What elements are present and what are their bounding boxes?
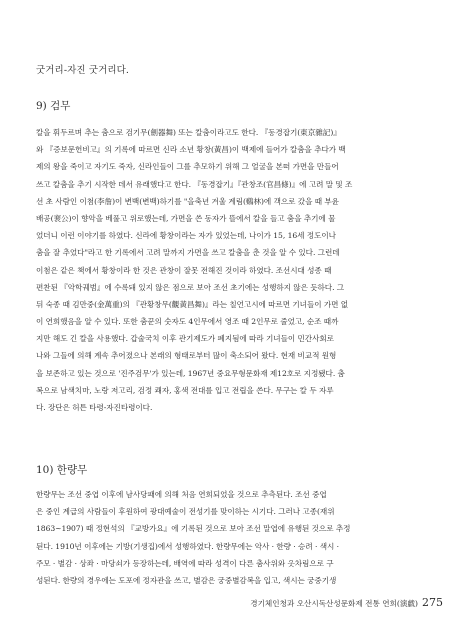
text-line: 다. 장단은 허튼 타령-자진타령이다. [36, 403, 153, 412]
text-line: 칼을 휘두르며 추는 춤으로 검기무(劍器舞) 또는 칼춤이라고도 한다. 『동경잡기(東京雜記)』 [36, 128, 341, 137]
text-line: 주모 · 별감 · 상좌 · 마당쇠가 등장하는데, 배역에 따라 성격이 다른 춤사위와 옷차림으로 구 [36, 558, 334, 568]
text-line: 쓰고 칼춤을 추기 시작한 데서 유래했다고 한다. 『동경잡기』『관창조(官昌條)』에 고려 말 및 조 [36, 179, 353, 189]
continued-text-line: 굿거리-자진 굿거리다. [36, 65, 130, 76]
text-line: 와 『증보문헌비고』의 기록에 따르면 신라 소년 황창(黃昌)이 백제에 들어가 칼춤을 추다가 백 [36, 145, 346, 155]
footer-title: 경기체인청과 오산시독산성문화제 전통 연희(演戱) [250, 599, 418, 608]
text-line: 한량무는 조선 중엽 이후에 남사당패에 의해 처음 연희되었을 것으로 추측된다. 조선 중엽 [36, 490, 327, 499]
section-heading-geommu: 9) 검무 [36, 100, 71, 112]
section-body-geommu [36, 124, 444, 416]
text-line: 복으로 남색치마, 노랑 저고리, 검정 쾌자, 홍색 전대를 입고 전립을 쓴다. 무구는 칼 두 자루 [36, 385, 334, 395]
text-line: 된다. 1910년 이후에는 기방(기생집)에서 성행하였다. 한량무에는 악사 · 한량 · 승려 · 색시 · [36, 541, 339, 551]
text-line: 배공(裵公)이 향악을 베풀고 위로했는데, 가면을 쓴 동자가 뜰에서 칼을 들고 춤을 추기에 물 [36, 213, 336, 223]
text-line: 이첨은 같은 책에서 황창이라 한 것은 관창이 잘못 전해진 것이라 하였다. 조선시대 성종 때 [36, 265, 332, 275]
text-line: 뒤 숙종 때 김만중(金萬重)의 『관황창무(觀黃昌舞)』라는 칠언고시에 따르면 기녀들이 가면 없 [36, 299, 349, 309]
section-body-hanryangmu [36, 486, 444, 589]
text-line: 었더니 이런 이야기를 하였다. 신라에 황창이라는 자가 있었는데, 나이가 15, 16세 정도이나 [36, 231, 336, 241]
section-heading-hanryangmu: 10) 한량무 [36, 464, 88, 476]
text-line: 은 중인 계급의 사람들이 후원하여 광대예술이 전성기를 맞이하는 시기다. 그러나 고종(재위 [36, 507, 335, 517]
page-number: 275 [422, 596, 443, 609]
text-line: 성된다. 한량의 경우에는 도포에 정자관을 쓰고, 별감은 궁중별감복을 입고, 색시는 궁중기생 [36, 575, 337, 585]
text-line: 을 보존하고 있는 것으로 '진주검무'가 있는데, 1967년 중요무형문화재 제12호로 지정됐다. 춤 [36, 368, 345, 378]
text-line: 춤을 잘 추었다"라고 한 기록에서 고려 말까지 가면을 쓰고 칼춤을 춘 것을 알 수 있다. 그런데 [36, 248, 340, 258]
text-line: 편찬된 『악학궤범』에 수록돼 있지 않은 점으로 보아 조선 초기에는 성행하지 않은 듯하다. 그 [36, 282, 345, 292]
text-line: 선 초 사람인 이첨(李詹)이 변백(변백)하기를 "을축년 겨울 계림(鷄林)에 객으로 갔을 때 부윤 [36, 196, 339, 206]
text-line: 나와 그들에 의해 계속 추어졌으나 본래의 형태로부터 많이 축소되어 왔다. 현재 비교적 원형 [36, 351, 337, 361]
text-line: 지만 해도 긴 칼을 사용했다. 갑술국치 이후 관기제도가 폐지됨에 따라 기녀들이 민간사회로 [36, 334, 334, 344]
page-footer [250, 596, 443, 609]
text-line: 1863~1907) 때 정현석의 『교방가요』에 기록된 것으로 보아 조선 말엽에 유행된 것으로 추정 [36, 524, 351, 534]
text-line: 이 연희했음을 알 수 있다. 또한 춤꾼의 숫자도 4인무에서 영조 때 2인무로 줄었고, 순조 때까 [36, 317, 339, 327]
text-line: 제의 왕을 죽이고 자기도 죽자, 신라인들이 그를 추모하기 위해 그 얼굴을 본떠 가면을 만들어 [36, 162, 339, 172]
